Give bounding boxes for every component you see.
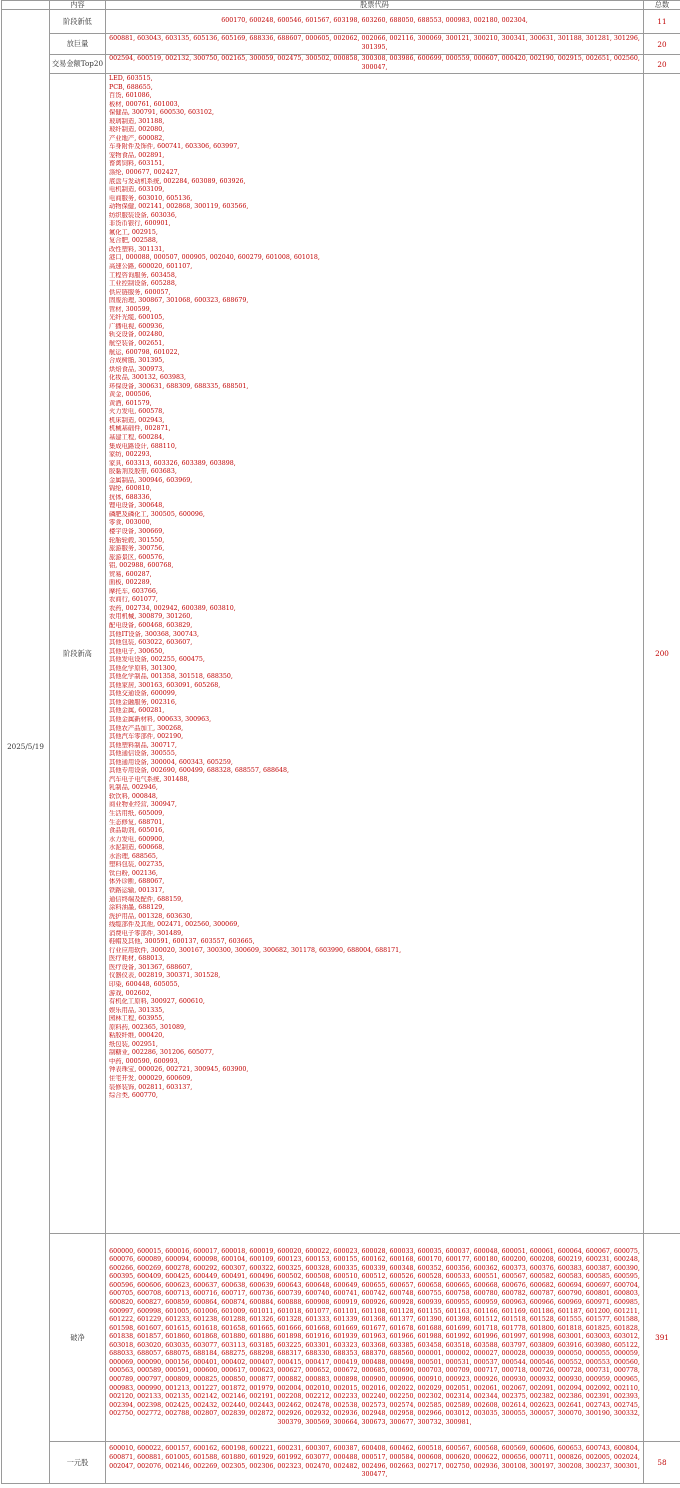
category-label: 交易金额Top20	[50, 55, 106, 74]
stock-codes: 600170, 600248, 600546, 601567, 603198, 603260, 688050, 688553, 000983, 002180, 002304,	[106, 10, 644, 34]
industry-line: 铝, 002988, 600768,	[109, 562, 174, 570]
industry-line: 钛白粉, 002136,	[109, 869, 158, 877]
industry-line: 医疗耗材, 688013,	[109, 955, 165, 963]
industry-line: 其他金属新材料, 000633, 300963,	[109, 716, 212, 724]
industry-line: 食品助剂, 605016,	[109, 827, 165, 835]
industry-line: 楼宇设备, 300669,	[109, 527, 165, 535]
industry-line: 生活用纸, 605009,	[109, 810, 165, 818]
industry-line: 鞋帽及其他, 300591, 600137, 603557, 603665,	[109, 938, 255, 946]
industry-line: 其他塑料制品, 300717,	[109, 741, 177, 749]
industry-line: 商业物业经营, 300947,	[109, 801, 177, 809]
industry-line: 保健品, 300791, 600530, 603102,	[109, 109, 215, 117]
industry-line: 非货币银行, 600901,	[109, 220, 171, 228]
stock-codes: 600881, 603043, 603135, 605136, 605169, 688336, 688607, 000605, 002062, 002066, 002116, 300069, 300121, 300210, 300341, 300631, 301188, 301281, 301296, 301395,	[106, 34, 644, 55]
industry-line: 游戏, 002602,	[109, 989, 152, 997]
header-codes: 股票代码	[106, 1, 644, 10]
industry-line: 底盘与发动机系统, 002284, 603089, 603926,	[109, 177, 246, 185]
industry-line: 产业地产, 600082,	[109, 134, 165, 142]
industry-line: 光纤光缆, 600105,	[109, 314, 165, 322]
industry-line: 配电设备, 600468, 603829,	[109, 622, 193, 629]
header-date	[2, 1, 50, 10]
industry-line: 粘胶纤维, 000420,	[109, 1032, 165, 1040]
industry-line: 生态修复, 688701,	[109, 818, 165, 826]
industry-line: 高速公路, 600020, 601107,	[109, 263, 193, 271]
industry-line: 管材, 300599,	[109, 305, 152, 313]
industry-line: PCB, 688655,	[109, 83, 153, 91]
industry-line: 洗护用品, 001328, 603630,	[109, 912, 193, 920]
stock-codes: 600010, 600022, 600157, 600162, 600198, 600221, 600231, 600307, 600387, 600408, 600462, 600518, 600567, 600568, 600569, 600606, 600653, 600743, 600804, 600871, 600881, 601005, 601588, 601880, 601929, 601992, 603077, 000488, 000517, 000584, 000608, 000620, 000622, 000656, 000711, 000826, 002005, 002024, 002047, 002076, 002146, 002269, 002305, 002306, 002323, 002470, 002482, 002496, 002663, 002717, 002750, 002936, 300108, 300197, 300208, 300237, 300301, 300477,	[106, 1442, 644, 1484]
industry-line: 锦纶, 600810,	[109, 485, 152, 493]
total-count: 11	[644, 10, 680, 34]
industry-line: 工业控制设备, 605288,	[109, 280, 177, 288]
industry-line: 钟表珠宝, 000026, 002721, 300945, 603900,	[109, 1066, 249, 1074]
header-total: 总数	[644, 1, 680, 10]
industry-line: 涂料油墨, 688129,	[109, 904, 165, 912]
total-count: 391	[644, 1234, 680, 1442]
industry-line: 家具, 603313, 603326, 603389, 603898,	[109, 459, 236, 467]
industry-line: 环保设备, 300631, 688309, 688335, 688501,	[109, 382, 249, 390]
industry-line: 其他金融服务, 002316,	[109, 698, 177, 706]
industry-line: 旅游景区, 600576,	[109, 553, 165, 561]
industry-line: 基建工程, 600284,	[109, 433, 165, 441]
industry-line: 软饮料, 000848,	[109, 792, 158, 800]
industry-line: 胶黏剂及胶带, 603683,	[109, 468, 177, 476]
new-high-industry-list	[106, 74, 644, 1234]
industry-line: 乳制品, 002946,	[109, 784, 158, 792]
industry-line: 消费电子零部件, 301489,	[109, 929, 184, 937]
industry-line: 机床制造, 002943,	[109, 416, 165, 424]
industry-line: 中药, 000590, 600993,	[109, 1057, 180, 1065]
header-row	[2, 1, 680, 10]
industry-line: 烘焙食品, 300973,	[109, 365, 165, 373]
stock-table	[1, 0, 680, 1484]
industry-line: LED, 603515,	[109, 75, 153, 82]
industry-line: 摩托车, 603766,	[109, 587, 158, 595]
industry-line: 其他化学制品, 001358, 301518, 688350,	[109, 673, 233, 681]
industry-line: 黄酒, 601579,	[109, 399, 152, 407]
industry-line: 其他农产品加工, 300268,	[109, 724, 184, 732]
industry-line: 宠物食品, 002891,	[109, 151, 165, 159]
date-cell: 2025/5/19	[2, 10, 50, 1484]
industry-line: 农用机械, 300879, 301260,	[109, 613, 193, 621]
industry-line: 有机化工原料, 300927, 600610,	[109, 998, 205, 1006]
industry-line: 磷肥及磷化工, 300505, 600096,	[109, 510, 205, 518]
category-label: 破净	[50, 1234, 106, 1442]
industry-line: 水泥制造, 600668,	[109, 844, 165, 852]
industry-line: 氟化工, 002915,	[109, 228, 158, 236]
industry-line: 锂电设备, 300648,	[109, 502, 165, 510]
table-row	[2, 34, 680, 55]
industry-line: 其他汽车零部件, 002190,	[109, 733, 184, 741]
table-row	[2, 1234, 680, 1442]
industry-line: 其他IT设备, 300368, 300743,	[109, 630, 199, 638]
industry-line: 航空装备, 002651,	[109, 339, 165, 347]
table-row	[2, 74, 680, 1234]
table-row	[2, 10, 680, 34]
industry-line: 玻纤制造, 002080,	[109, 126, 165, 134]
industry-line: 通信终端及配件, 688159,	[109, 895, 184, 903]
stock-codes: 600000, 600015, 600016, 600017, 600018, 600019, 600020, 600022, 600023, 600028, 600033, 600035, 600037, 600048, 600051, 600061, 600064, 600067, 600075, 600076, 600089, 600094, 600098, 600104, 600109, 600123, 600153, 600155, 600162, 600168, 600170, 600177, 600180, 600200, 600208, 600219, 600231, 600248, 600266, 600269, 600278, 600292, 600307, 600322, 600325, 600328, 600335, 600339, 600348, 600352, 600356, 600362, 600373, 600376, 600383, 600387, 600390, 600395, 600409, 600425, 600449, 600491, 600496, 600502, 600508, 600510, 600512, 600526, 600528, 600533, 600551, 600567, 600582, 600583, 600585, 600595, 600596, 600606, 600623, 600637, 600638, 600639, 600643, 600648, 600649, 600655, 600657, 600658, 600665, 600668, 600676, 600682, 600694, 600697, 600704, 600705, 600708, 600713, 600716, 600717, 600736, 600739, 600740, 600741, 600742, 600748, 600755, 600758, 600780, 600782, 600787, 600790, 600801, 600803, 600820, 600827, 600859, 600864, 600874, 600884, 600888, 600908, 600919, 600926, 600928, 600939, 600955, 600959, 600963, 600966, 600969, 600971, 600985, 600997, 600998, 601005, 601006, 601009, 601011, 601018, 601077, 601101, 601108, 601128, 601155, 601163, 601166, 601169, 601186, 601187, 601200, 601211, 601222, 601229, 601233, 601238, 601288, 601326, 601328, 601333, 601339, 601368, 601377, 601390, 601398, 601512, 601518, 601528, 601555, 601577, 601588, 601598, 601607, 601615, 601618, 601658, 601665, 601666, 601668, 601669, 601677, 601678, 601688, 601699, 601718, 601778, 601800, 601818, 601825, 601828, 601838, 601857, 601860, 601868, 601880, 601886, 601898, 601916, 601939, 601963, 601966, 601988, 601992, 601996, 601997, 601998, 603001, 603003, 603012, 603018, 603020, 603035, 603077, 603113, 603185, 603225, 603301, 603323, 603368, 603385, 603458, 603518, 603588, 603797, 603809, 603916, 603980, 605122, 688033, 688057, 688075, 688184, 688275, 688298, 688317, 688330, 688353, 688370, 688560, 000001, 000002, 000027, 000028, 000039, 000050, 000055, 000059, 000069, 000090, 000156, 000401, 000402, 000407, 000415, 000417, 000419, 000488, 000498, 000501, 000531, 000537, 000544, 000546, 000552, 000553, 000560, 000563, 000589, 000591, 000600, 000617, 000623, 000627, 000652, 000672, 000685, 000690, 000703, 000709, 000717, 000718, 000726, 000728, 000731, 000778, 000789, 000797, 000809, 000825, 000850, 000877, 000882, 000883, 000898, 000900, 000906, 000910, 000923, 000926, 000930, 000932, 000930, 000959, 000965, 000983, 000990, 001213, 001227, 001872, 001979, 002004, 002010, 002015, 002016, 002022, 002029, 002051, 002061, 002067, 002091, 002094, 002092, 002110, 002120, 002133, 002135, 002142, 002146, 002191, 002208, 002212, 002233, 002240, 002250, 002302, 002314, 002344, 002375, 002382, 002386, 002391, 002393, 002394, 002398, 002425, 002432, 002440, 002443, 002462, 002478, 002538, 002573, 002574, 002585, 002589, 002608, 002614, 002623, 002641, 002743, 002745, 002750, 002772, 002788, 002807, 002839, 002872, 002926, 002932, 002936, 002948, 002958, 002966, 003012, 003035, 300055, 300057, 300070, 300190, 300332, 300379, 300569, 300664, 300673, 300677, 300732, 300981,	[106, 1234, 644, 1442]
industry-line: 体外诊断, 688067,	[109, 878, 165, 886]
industry-line: 其他化学原料, 301300,	[109, 664, 177, 672]
industry-line: 航运, 600798, 601022,	[109, 348, 180, 356]
category-label: 阶段新低	[50, 10, 106, 34]
industry-line: 仪器仪表, 002819, 300371, 301528,	[109, 972, 221, 980]
industry-line: 其他发电设备, 002255, 600475,	[109, 656, 205, 664]
industry-line: 其他家居, 300163, 603091, 605268,	[109, 681, 221, 689]
industry-line: 板材, 000761, 601003,	[109, 100, 180, 108]
industry-line: 行业应用软件, 300020, 300167, 300300, 300609, 300682, 301178, 603990, 688004, 688171,	[109, 946, 402, 954]
industry-line: 畜禽饲料, 603151,	[109, 160, 165, 168]
industry-line: 其他专用设备, 002690, 600499, 688328, 688557, 688648,	[109, 767, 289, 775]
industry-line: 电商服务, 603010, 605136,	[109, 194, 193, 202]
industry-line: 汽车电子电气系统, 301488,	[109, 775, 190, 783]
industry-line: 装修装饰, 002811, 603137,	[109, 1083, 193, 1091]
industry-line: 电机制造, 603109,	[109, 186, 165, 194]
industry-line: 金属制品, 300946, 603969,	[109, 476, 193, 484]
industry-line: 黄金, 000506,	[109, 391, 152, 399]
industry-line: 车身附件及饰件, 600741, 603306, 603997,	[109, 143, 240, 151]
category-label: 阶段新高	[50, 74, 106, 1234]
stock-codes: 002594, 600519, 002132, 300750, 002165, 300059, 002475, 300502, 000858, 300308, 003986, 600699, 000559, 000607, 000420, 002190, 002915, 002651, 002560, 300047,	[106, 55, 644, 74]
total-count: 58	[644, 1442, 680, 1484]
industry-line: 机械基础件, 002871,	[109, 425, 171, 433]
table-row	[2, 1442, 680, 1484]
industry-line: 其他电子, 300650,	[109, 647, 165, 655]
industry-line: 玻璃制造, 301188,	[109, 117, 165, 125]
industry-line: 原料药, 002365, 301089,	[109, 1023, 186, 1031]
category-label: 一元股	[50, 1442, 106, 1484]
industry-line: 塑料包装, 002735,	[109, 861, 165, 869]
industry-line: 工程咨询服务, 603458,	[109, 271, 177, 279]
industry-line: 改性塑料, 301131,	[109, 245, 165, 253]
industry-line: 园林工程, 603955,	[109, 1015, 165, 1023]
header-content: 内容	[50, 1, 106, 10]
industry-line: 抗体, 688336,	[109, 493, 152, 501]
industry-line: 固废治理, 300867, 301068, 600323, 688679,	[109, 297, 249, 305]
industry-line: 旅游服务, 300756,	[109, 545, 165, 553]
industry-line: 面板, 002289,	[109, 579, 152, 587]
total-count: 20	[644, 34, 680, 55]
industry-line: 农商行, 601077,	[109, 596, 158, 604]
industry-line: 其他通信设备, 300555,	[109, 750, 177, 758]
table-row	[2, 55, 680, 74]
industry-line: 轮胎轮毂, 301550,	[109, 536, 165, 544]
industry-line: 娱乐用品, 301335,	[109, 1006, 165, 1014]
industry-line: 港口, 000088, 000507, 000905, 002040, 600279, 601008, 601018,	[109, 254, 320, 262]
industry-line: 制糖业, 002286, 301206, 605077,	[109, 1049, 215, 1057]
industry-line: 纺织服装设备, 603036,	[109, 211, 177, 219]
industry-line: 其他通用设备, 300004, 600343, 605259,	[109, 758, 233, 766]
industry-line: 农药, 002734, 002942, 600389, 603810,	[109, 604, 236, 612]
industry-line: 供应链服务, 600057,	[109, 288, 171, 296]
total-count: 20	[644, 55, 680, 74]
industry-line: 家纺, 002293,	[109, 451, 152, 459]
industry-line: 线缆部件及其他, 002471, 002560, 300069,	[109, 921, 240, 929]
industry-line: 复合肥, 002588,	[109, 237, 158, 245]
industry-line: 水力发电, 600900,	[109, 835, 165, 843]
industry-line: 铁路运输, 001317,	[109, 886, 165, 894]
industry-line: 百货, 601086,	[109, 92, 152, 100]
industry-line: 动物保健, 002141, 002868, 300119, 603566,	[109, 203, 249, 211]
industry-line: 其他交通设备, 600099,	[109, 690, 177, 698]
category-label: 放巨量	[50, 34, 106, 55]
industry-line: 合成树脂, 301395,	[109, 357, 165, 365]
industry-line: 贸易, 600287,	[109, 570, 152, 578]
industry-line: 水治理, 688565,	[109, 852, 158, 860]
total-count: 200	[644, 74, 680, 1234]
industry-line: 其他包装, 603022, 603607,	[109, 639, 193, 647]
industry-line: 轨交设备, 002480,	[109, 331, 165, 339]
industry-line: 广播电视, 600936,	[109, 322, 165, 330]
industry-line: 综合类, 600770,	[109, 1092, 158, 1100]
industry-line: 住宅开发, 000029, 600609,	[109, 1074, 193, 1082]
industry-line: 零食, 003000,	[109, 519, 152, 527]
industry-line: 火力发电, 600578,	[109, 408, 165, 416]
industry-line: 涤纶, 000677, 002427,	[109, 169, 180, 177]
industry-line: 印染, 600448, 605055,	[109, 980, 180, 988]
industry-line: 化妆品, 300132, 603983,	[109, 374, 186, 382]
industry-line: 其他金属, 600281,	[109, 707, 165, 715]
industry-line: 医疗设备, 301367, 688607,	[109, 963, 193, 971]
industry-line: 集成电路设计, 688110,	[109, 442, 177, 450]
industry-line: 纸包装, 002951,	[109, 1040, 158, 1048]
